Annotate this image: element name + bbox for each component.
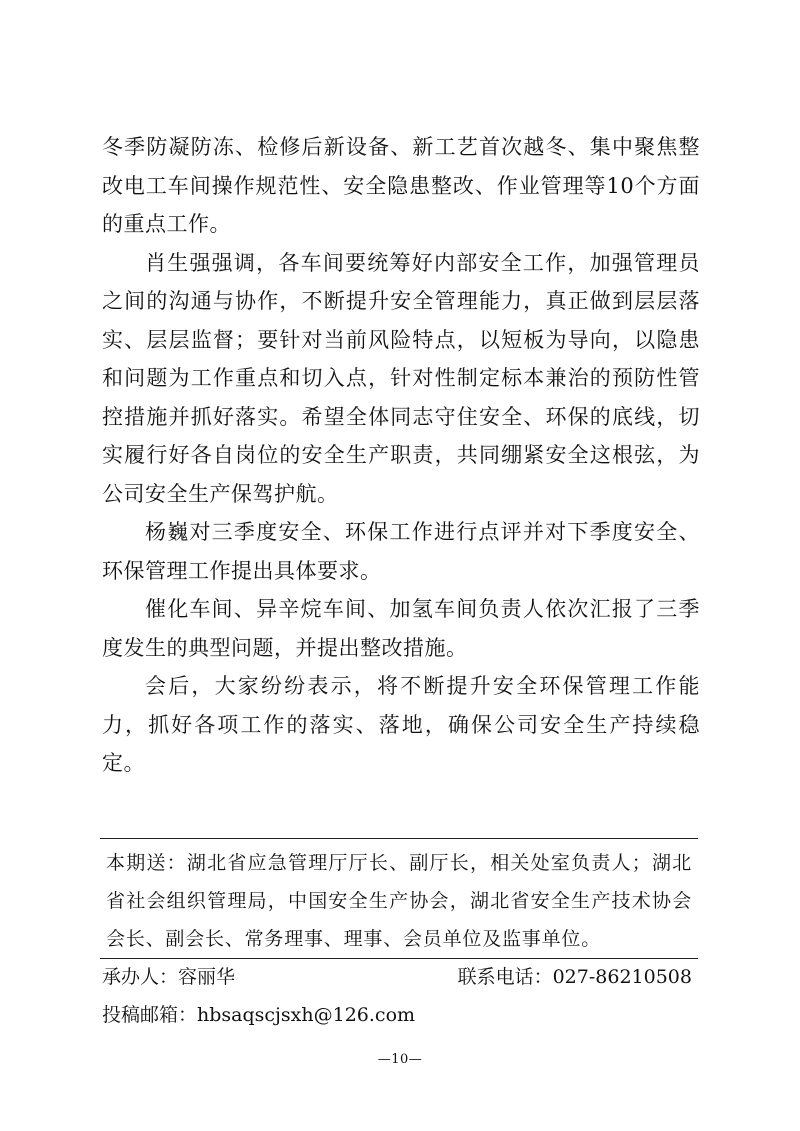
paragraph-workshop-reports: 催化车间、异辛烷车间、加氢车间负责人依次汇报了三季度发生的典型问题，并提出整改措施。 [102,597,700,660]
footer-divider-middle [100,958,698,959]
paragraph-yang-review: 杨巍对三季度安全、环保工作进行点评并对下季度安全、环保管理工作提出具体要求。 [102,520,700,583]
article-body [102,128,700,783]
distribution-list: 本期送：湖北省应急管理厅厅长、副厅长，相关处室负责人；湖北省社会组织管理局，中国安全生产协会，湖北省安全生产技术协会会长、副会长、常务理事、理事、会员单位及监事单位。 [106,852,692,950]
phone-number: 联系电话：027-86210508 [457,966,692,988]
page-number: —10— [377,1052,423,1067]
organizer-label: 承办人：容丽华 [102,966,236,988]
paragraph-closing: 会后，大家纷纷表示，将不断提升安全环保管理工作能力，抓好各项工作的落实、落地，确保公司安全生产持续稳定。 [102,674,700,775]
paragraph-continuation: 冬季防凝防冻、检修后新设备、新工艺首次越冬、集中聚焦整改电工车间操作规范性、安全隐患整改、作业管理等10个方面的重点工作。 [102,135,700,236]
contact-row [102,962,692,992]
paragraph-xiao-remarks: 肖生强强调，各车间要统筹好内部安全工作，加强管理员之间的沟通与协作，不断提升安全管理能力，真正做到层层落实、层层监督；要针对当前风险特点，以短板为导向，以隐患和问题为工作重点和切入点，针对性制定标本兼治的预防性管控措施并抓好落实。希望全体同志守住安全、环保的底线，切实履行好各自岗位的安全生产职责，共同绷紧安全这根弦，为公司安全生产保驾护航。 [102,250,700,506]
footer-divider-top [100,838,698,839]
submission-email: 投稿邮箱：hbsaqscjsxh@126.com [102,1004,416,1026]
